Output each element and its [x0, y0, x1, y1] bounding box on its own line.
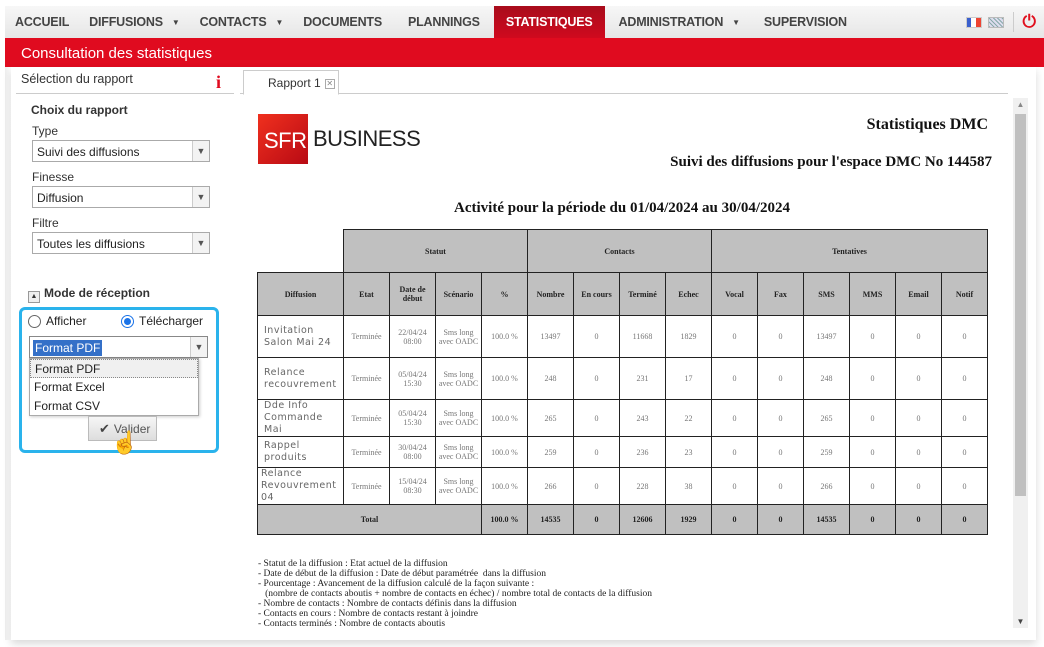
note-line: - Contacts terminés : Nombre de contacts aboutis — [258, 619, 446, 628]
col-email: Email — [896, 273, 942, 316]
radio-telecharger[interactable] — [121, 314, 203, 328]
radio-label: Télécharger — [139, 314, 204, 328]
cell-pct: 100.0 % — [482, 468, 528, 505]
cell-email: 0 — [896, 400, 942, 437]
hand-cursor-icon: ☝ — [111, 430, 139, 455]
french-flag-icon[interactable] — [966, 17, 982, 28]
option-format-csv[interactable]: Format CSV — [34, 399, 101, 413]
tab-bar-line — [240, 93, 1008, 94]
cell-email: 0 — [896, 437, 942, 468]
format-select[interactable] — [29, 336, 208, 358]
note-line: - Statut de la diffusion : Etat actuel de la diffusion — [258, 559, 448, 569]
cell-pct: 100.0 % — [482, 400, 528, 437]
group-header-row — [258, 230, 988, 273]
chevron-down-icon: ▼ — [192, 141, 209, 161]
select-value: Toutes les diffusions — [37, 237, 145, 251]
cell-fax: 0 — [758, 358, 804, 400]
note-line: (nombre de contacts aboutis + nombre de contacts en échec) / nombre total de contacts de la diffusion — [258, 589, 653, 599]
cell-notif: 0 — [942, 400, 988, 437]
cell-termine: 11668 — [620, 316, 666, 358]
cell-name: Dde Info Commande Mai — [258, 400, 344, 437]
col-scenario: Scénario — [436, 273, 482, 316]
total-row — [258, 505, 988, 535]
group-contacts: Contacts — [528, 230, 712, 273]
uk-flag-icon[interactable] — [988, 17, 1004, 28]
chevron-down-icon: ▼ — [192, 187, 209, 207]
col-diffusion: Diffusion — [258, 273, 344, 316]
nav-label: SUPERVISION — [763, 15, 847, 29]
nav-supervision[interactable] — [750, 6, 857, 38]
info-icon[interactable]: i — [216, 72, 222, 92]
empty-cell — [258, 230, 344, 273]
top-navigation — [5, 6, 1044, 38]
sfr-business-logo — [258, 114, 420, 164]
cell-sms: 13497 — [804, 316, 850, 358]
cell-etat: Terminée — [344, 437, 390, 468]
cell-fax: 0 — [758, 468, 804, 505]
nav-label: PLANNINGS — [407, 15, 480, 29]
collapse-toggle-icon[interactable]: ▲ — [28, 291, 40, 303]
cell-scenario: Sms long avec OADC — [436, 358, 482, 400]
statistics-table — [257, 229, 988, 535]
table-row — [258, 316, 988, 358]
nav-administration[interactable] — [605, 6, 750, 38]
cell-echec: 17 — [666, 358, 712, 400]
cell-fax: 0 — [758, 400, 804, 437]
nav-label: DIFFUSIONS — [89, 15, 163, 29]
group-statut: Statut — [344, 230, 528, 273]
total-vocal: 0 — [712, 505, 758, 535]
chevron-down-icon: ▼ — [275, 17, 284, 27]
chevron-down-icon: ▼ — [171, 17, 180, 27]
total-notif: 0 — [942, 505, 988, 535]
col-termine: Terminé — [620, 273, 666, 316]
report-viewer — [244, 98, 1012, 628]
total-email: 0 — [896, 505, 942, 535]
cell-echec: 1829 — [666, 316, 712, 358]
radio-afficher[interactable] — [28, 314, 86, 328]
cell-date: 15/04/24 08:30 — [390, 468, 436, 505]
cell-name: Invitation Salon Mai 24 — [258, 316, 344, 358]
cell-vocal: 0 — [712, 316, 758, 358]
col-etat: Etat — [344, 273, 390, 316]
note-line: - Pourcentage : Avancement de la diffusion calculé de la façon suivante : — [258, 579, 535, 589]
report-notes — [258, 559, 652, 628]
table-row — [258, 468, 988, 505]
nav-label: DOCUMENTS — [303, 15, 382, 29]
cell-sms: 248 — [804, 358, 850, 400]
report-subtitle: Suivi des diffusions pour l'espace DMC No 144587 — [670, 154, 992, 170]
filtre-select[interactable] — [32, 232, 210, 254]
col-sms: SMS — [804, 273, 850, 316]
cell-termine: 243 — [620, 400, 666, 437]
cell-name: Relance Revouvrement 04 — [258, 468, 344, 505]
cell-nombre: 13497 — [528, 316, 574, 358]
cell-name: Rappel produits — [258, 437, 344, 468]
tab-label: Rapport 1 — [268, 76, 321, 90]
cell-etat: Terminée — [344, 358, 390, 400]
type-select[interactable] — [32, 140, 210, 162]
chevron-down-icon: ▼ — [190, 337, 207, 357]
nav-label: STATISTIQUES — [505, 15, 593, 29]
cell-nombre: 248 — [528, 358, 574, 400]
cell-name: Relance recouvrement — [258, 358, 344, 400]
cell-sms: 265 — [804, 400, 850, 437]
group-tentatives: Tentatives — [712, 230, 988, 273]
cell-en-cours: 0 — [574, 358, 620, 400]
report-scrollbar[interactable] — [1013, 98, 1028, 628]
table-row — [258, 437, 988, 468]
col-echec: Echec — [666, 273, 712, 316]
cell-vocal: 0 — [712, 468, 758, 505]
type-label: Type — [32, 124, 59, 138]
divider — [1013, 12, 1014, 32]
button-label: Valider — [113, 422, 151, 436]
total-sms: 14535 — [804, 505, 850, 535]
cell-fax: 0 — [758, 437, 804, 468]
option-format-pdf[interactable]: Format PDF — [30, 359, 198, 378]
cell-mms: 0 — [850, 468, 896, 505]
nav-plannings[interactable] — [392, 6, 494, 38]
cell-sms: 259 — [804, 437, 850, 468]
note-line: - Contacts en cours : Nombre de contacts restant à joindre — [258, 609, 479, 619]
cell-scenario: Sms long avec OADC — [436, 316, 482, 358]
col-vocal: Vocal — [712, 273, 758, 316]
mode-title: Mode de réception — [44, 286, 151, 300]
cell-en-cours: 0 — [574, 437, 620, 468]
total-fax: 0 — [758, 505, 804, 535]
cell-fax: 0 — [758, 316, 804, 358]
cell-date: 05/04/24 15:30 — [390, 358, 436, 400]
total-pct: 100.0 % — [482, 505, 528, 535]
cell-en-cours: 0 — [574, 468, 620, 505]
note-line: - Date de début de la diffusion : Date de début paramétrée dans la diffusion — [258, 569, 546, 579]
cell-nombre: 266 — [528, 468, 574, 505]
cell-termine: 231 — [620, 358, 666, 400]
report-period: Activité pour la période du 01/04/2024 au 30/04/2024 — [454, 200, 790, 216]
nav-label: ACCUEIL — [15, 15, 70, 29]
radio-circle[interactable] — [28, 315, 41, 328]
col-fax: Fax — [758, 273, 804, 316]
nav-label: CONTACTS — [199, 15, 267, 29]
cell-date: 05/04/24 15:30 — [390, 400, 436, 437]
cell-mms: 0 — [850, 316, 896, 358]
cell-mms: 0 — [850, 358, 896, 400]
radio-circle-selected[interactable] — [121, 315, 134, 328]
tab-rapport-1[interactable] — [243, 70, 339, 95]
cell-pct: 100.0 % — [482, 437, 528, 468]
option-format-excel[interactable]: Format Excel — [34, 380, 105, 394]
cell-echec: 23 — [666, 437, 712, 468]
cell-scenario: Sms long avec OADC — [436, 400, 482, 437]
col-mms: MMS — [850, 273, 896, 316]
cell-date: 22/04/24 08:00 — [390, 316, 436, 358]
cell-etat: Terminée — [344, 400, 390, 437]
cell-vocal: 0 — [712, 400, 758, 437]
filtre-label: Filtre — [32, 216, 59, 230]
close-icon[interactable]: ✕ — [326, 79, 334, 88]
col-notif: Notif — [942, 273, 988, 316]
cell-echec: 38 — [666, 468, 712, 505]
note-line: - Nombre de contacts : Nombre de contacts définis dans la diffusion — [258, 599, 517, 609]
logo-text: BUSINESS — [313, 126, 421, 151]
column-header-row — [258, 273, 988, 316]
finesse-label: Finesse — [32, 170, 75, 184]
cell-en-cours: 0 — [574, 400, 620, 437]
table-row — [258, 358, 988, 400]
cell-vocal: 0 — [712, 358, 758, 400]
power-logout-icon[interactable]: ⏻ — [1022, 12, 1036, 31]
logo-box: SFR — [258, 114, 308, 164]
cell-date: 30/04/24 08:00 — [390, 437, 436, 468]
cell-email: 0 — [896, 358, 942, 400]
col-nombre: Nombre — [528, 273, 574, 316]
chevron-down-icon: ▼ — [192, 233, 209, 253]
total-mms: 0 — [850, 505, 896, 535]
selection-header: Sélection du rapport — [16, 67, 234, 94]
cell-termine: 236 — [620, 437, 666, 468]
cell-mms: 0 — [850, 437, 896, 468]
table-row — [258, 400, 988, 437]
check-icon: ✔ — [99, 421, 110, 436]
nav-diffusions[interactable] — [79, 6, 189, 38]
cell-etat: Terminée — [344, 316, 390, 358]
scroll-thumb[interactable] — [1015, 114, 1026, 496]
finesse-select[interactable] — [32, 186, 210, 208]
cell-email: 0 — [896, 316, 942, 358]
cell-notif: 0 — [942, 437, 988, 468]
nav-documents[interactable] — [293, 6, 392, 38]
cell-echec: 22 — [666, 400, 712, 437]
cell-notif: 0 — [942, 468, 988, 505]
select-value: Suivi des diffusions — [37, 145, 140, 159]
nav-right-tools — [966, 6, 1044, 38]
nav-accueil[interactable] — [5, 6, 79, 38]
select-value: Diffusion — [37, 191, 84, 205]
col-date: Date de début — [390, 273, 436, 316]
cell-mms: 0 — [850, 400, 896, 437]
radio-label: Afficher — [46, 314, 87, 328]
section-title-choix: Choix du rapport — [31, 103, 128, 117]
total-termine: 12606 — [620, 505, 666, 535]
cell-termine: 228 — [620, 468, 666, 505]
total-echec: 1929 — [666, 505, 712, 535]
format-dropdown-list — [29, 358, 199, 416]
nav-label: ADMINISTRATION — [618, 15, 724, 29]
select-value: Format PDF — [35, 341, 101, 355]
scroll-up-icon[interactable]: ▲ — [1016, 100, 1025, 109]
nav-contacts[interactable] — [190, 6, 294, 38]
col-en-cours: En cours — [574, 273, 620, 316]
chevron-down-icon: ▼ — [732, 17, 740, 27]
cell-scenario: Sms long avec OADC — [436, 437, 482, 468]
mode-reception-header — [28, 286, 150, 303]
col-pct: % — [482, 273, 528, 316]
scroll-down-icon[interactable]: ▼ — [1016, 617, 1025, 626]
total-en-cours: 0 — [574, 505, 620, 535]
cell-vocal: 0 — [712, 437, 758, 468]
cell-scenario: Sms long avec OADC — [436, 468, 482, 505]
cell-notif: 0 — [942, 358, 988, 400]
cell-nombre: 259 — [528, 437, 574, 468]
cell-en-cours: 0 — [574, 316, 620, 358]
nav-statistiques[interactable] — [494, 6, 605, 38]
cell-email: 0 — [896, 468, 942, 505]
total-nombre: 14535 — [528, 505, 574, 535]
cell-notif: 0 — [942, 316, 988, 358]
cell-sms: 266 — [804, 468, 850, 505]
cell-nombre: 265 — [528, 400, 574, 437]
total-label: Total — [258, 505, 482, 535]
cell-pct: 100.0 % — [482, 358, 528, 400]
page-title: Consultation des statistiques — [11, 38, 1036, 67]
cell-etat: Terminée — [344, 468, 390, 505]
cell-pct: 100.0 % — [482, 316, 528, 358]
report-title: Statistiques DMC — [866, 116, 988, 133]
